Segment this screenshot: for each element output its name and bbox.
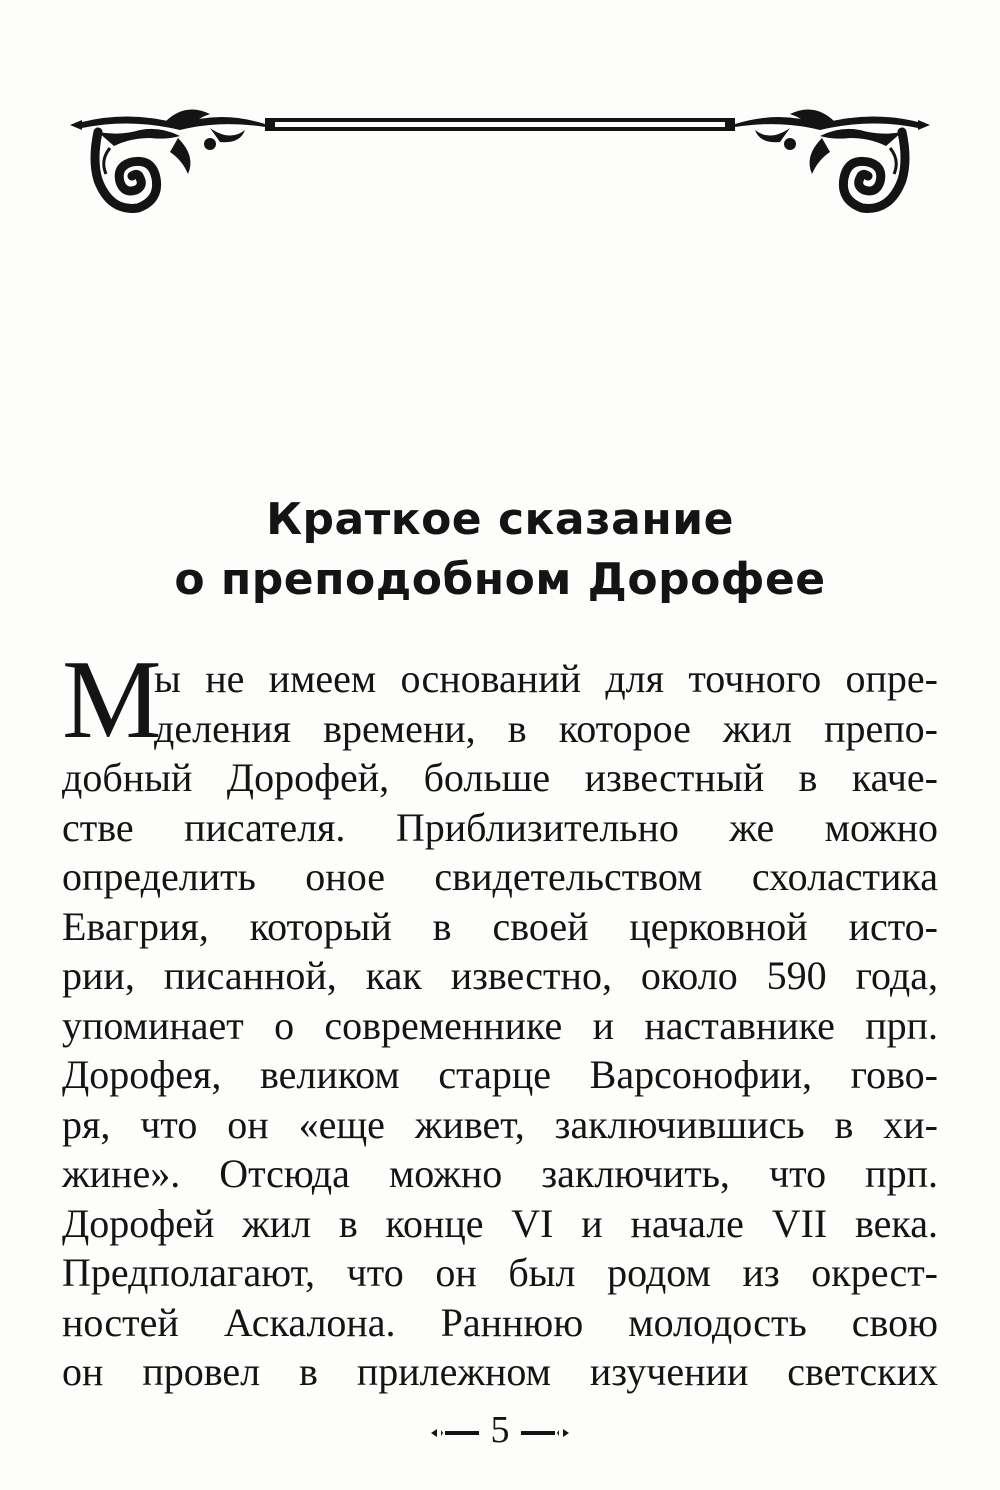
chapter-heading-line-1: Краткое сказание — [266, 494, 734, 545]
text-line: Предполагают, что он был родом из окрест- — [62, 1250, 938, 1295]
folio-right-flourish-icon — [519, 1426, 571, 1440]
text-line: ностей Аскалона. Раннюю молодость свою — [62, 1299, 938, 1345]
text-line: Дорофей жил в конце VI и начале VII века. — [62, 1200, 938, 1246]
text-line: стве писателя. Приблизительно же можно — [62, 804, 938, 850]
text-line: определить оное свидетельством схоластика — [62, 854, 938, 899]
text-line: упоминает о современнике и наставнике прп. — [62, 1002, 938, 1048]
ornamental-header-flourish — [70, 100, 930, 215]
text-line: Евагрия, который в своей церковной исто- — [62, 903, 938, 949]
page-number: 5 — [490, 1409, 510, 1451]
text-line: ы не имеем оснований для точного опре- — [154, 656, 938, 701]
page-number-footer — [0, 1405, 1000, 1455]
text-line: деления времени, в которое жил препо- — [154, 705, 938, 751]
text-line: ря, что он «еще живет, заключившись в хи- — [62, 1101, 938, 1147]
text-line: он провел в прилежном изучении светских — [62, 1349, 938, 1394]
chapter-heading — [60, 490, 940, 610]
text-line: Дорофея, великом старце Варсонофии, гово- — [62, 1052, 938, 1097]
text-line: добный Дорофей, больше известный в каче- — [62, 755, 938, 800]
text-line: рии, писанной, как известно, около 590 года, — [62, 953, 938, 998]
drop-cap-letter: М — [62, 638, 162, 762]
folio-left-flourish-icon — [429, 1426, 481, 1440]
chapter-heading-line-2: о преподобном Дорофее — [174, 554, 826, 605]
body-paragraph — [62, 654, 938, 1397]
text-line: жине». Отсюда можно заключить, что прп. — [62, 1151, 938, 1196]
